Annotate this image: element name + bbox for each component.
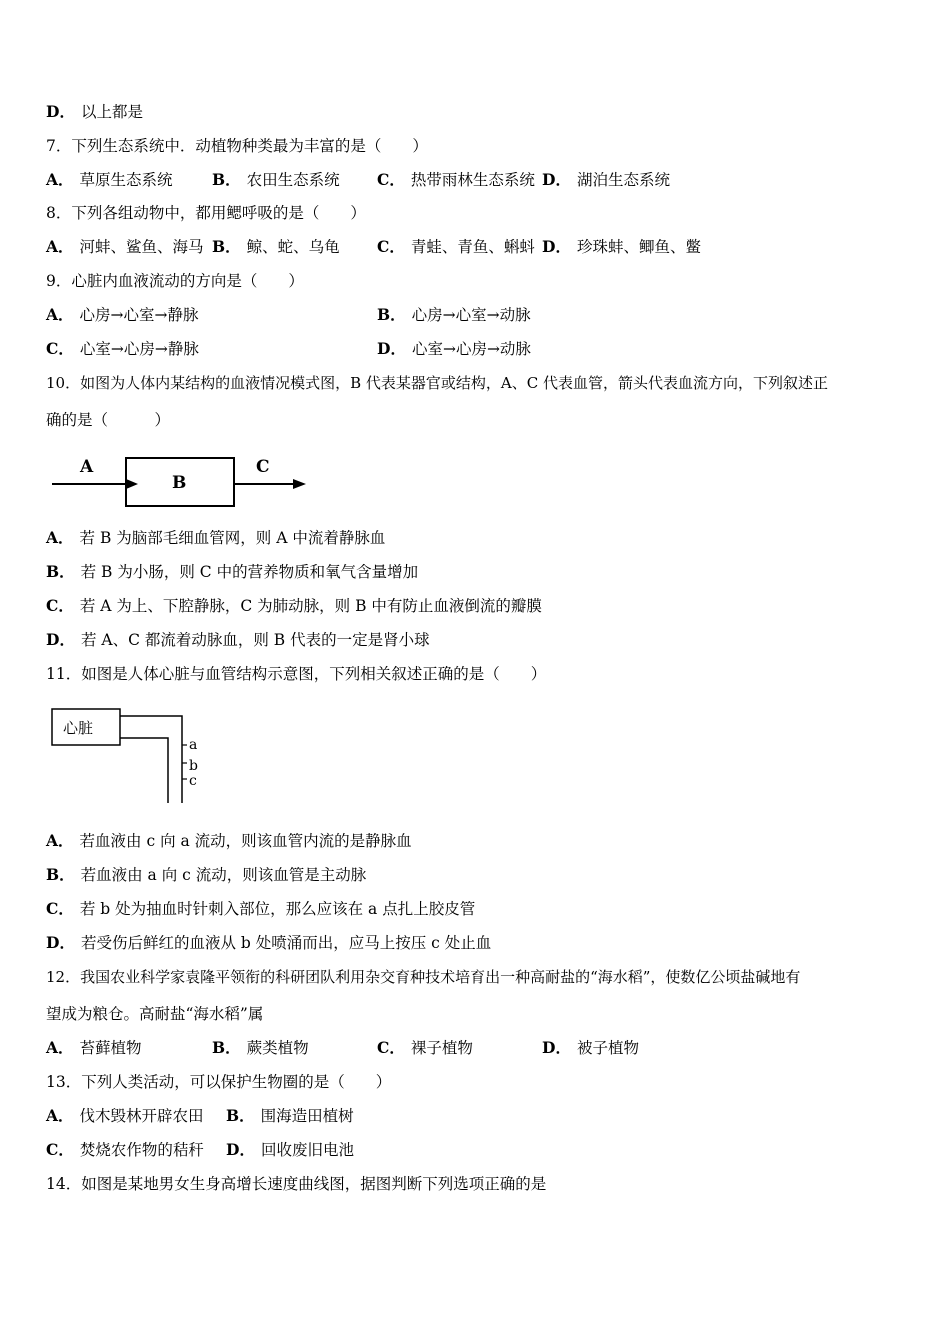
q8-option-b: B． 鲸、蛇、乌龟: [212, 237, 340, 256]
q11-option-b: B． 若血液由 a 向 c 流动，则该血管是主动脉: [46, 865, 367, 884]
q8-stem: 8．下列各组动物中，都用鳃呼吸的是（ ）: [46, 204, 366, 222]
q11-option-c: C． 若 b 处为抽血时针刺入部位，那么应该在 a 点扎上胶皮管: [46, 899, 476, 918]
label-b: B: [172, 473, 187, 493]
q13-stem: 13．下列人类活动，可以保护生物圈的是（ ）: [46, 1073, 392, 1091]
arrow-c-head: [293, 479, 306, 489]
q7-option-d: D． 湖泊生态系统: [542, 170, 670, 189]
q9-option-c: C． 心室→心房→静脉: [46, 339, 199, 358]
q7-option-a: A． 草原生态系统: [46, 170, 173, 189]
q13-option-a: A． 伐木毁林开辟农田: [46, 1106, 204, 1125]
q10-option-a: A． 若 B 为脑部毛细血管网，则 A 中流着静脉血: [46, 528, 386, 547]
q13-option-b: B． 围海造田植树: [226, 1106, 354, 1125]
q11-option-d: D． 若受伤后鲜红的血液从 b 处喷涌而出，应马上按压 c 处止血: [46, 933, 492, 952]
arrow-a-head: [126, 479, 138, 489]
label-c: c: [189, 773, 197, 789]
q12-option-a: A． 苔藓植物: [46, 1038, 142, 1057]
q12-option-b: B． 蕨类植物: [212, 1038, 309, 1057]
q12-stem-line1: 12．我国农业科学家袁隆平领衔的科研团队利用杂交育种技术培育出一种高耐盐的“海水稻”，使数亿公顷盐碱地有: [46, 968, 801, 986]
q12-option-c: C． 裸子植物: [377, 1038, 473, 1057]
q11-heart-vessel-diagram: [48, 703, 218, 811]
q9-option-a: A． 心房→心室→静脉: [46, 305, 199, 324]
q9-option-d: D． 心室→心房→动脉: [377, 339, 531, 358]
q10-stem-line1: 10．如图为人体内某结构的血液情况模式图，B 代表某器官或结构，A、C 代表血管，箭头代表血流方向，下列叙述正: [46, 374, 828, 392]
q9-option-b: B． 心房→心室→动脉: [377, 305, 531, 324]
q8-option-d: D． 珍珠蚌、鲫鱼、鳖: [542, 237, 701, 256]
q12-stem-line2: 望成为粮仓。高耐盐“海水稻”属: [46, 1005, 264, 1023]
q7-stem: 7．下列生态系统中．动植物种类最为丰富的是（ ）: [46, 137, 428, 155]
q11-stem: 11．如图是人体心脏与血管结构示意图，下列相关叙述正确的是（ ）: [46, 665, 547, 683]
vessel-inner-wall: [120, 738, 168, 803]
q8-option-a: A． 河蚌、鲨鱼、海马: [46, 237, 204, 256]
label-a: A: [80, 457, 94, 477]
label-c: C: [256, 457, 270, 477]
q14-stem: 14．如图是某地男女生身高增长速度曲线图，据图判断下列选项正确的是: [46, 1175, 547, 1193]
q9-stem: 9．心脏内血液流动的方向是（ ）: [46, 272, 304, 290]
q10-option-b: B． 若 B 为小肠，则 C 中的营养物质和氧气含量增加: [46, 562, 419, 581]
q13-option-c: C． 焚烧农作物的秸秆: [46, 1140, 204, 1159]
heart-label: 心脏: [63, 719, 94, 737]
q7-option-b: B． 农田生态系统: [212, 170, 340, 189]
label-a: a: [189, 737, 198, 753]
q6-option-d: D． 以上都是: [46, 102, 143, 121]
q10-blood-flow-diagram: [50, 452, 312, 512]
vessel-outer-wall: [120, 716, 182, 803]
q12-option-d: D． 被子植物: [542, 1038, 639, 1057]
q11-option-a: A． 若血液由 c 向 a 流动，则该血管内流的是静脉血: [46, 831, 412, 850]
q7-option-c: C． 热带雨林生态系统: [377, 170, 535, 189]
q10-stem-line2: 确的是（ ）: [46, 411, 171, 429]
q8-option-c: C． 青蛙、青鱼、蝌蚪: [377, 237, 535, 256]
q10-option-d: D． 若 A、C 都流着动脉血，则 B 代表的一定是肾小球: [46, 630, 430, 649]
label-b: b: [189, 758, 198, 774]
q13-option-d: D． 回收废旧电池: [226, 1140, 354, 1159]
q10-option-c: C． 若 A 为上、下腔静脉，C 为肺动脉，则 B 中有防止血液倒流的瓣膜: [46, 596, 542, 615]
